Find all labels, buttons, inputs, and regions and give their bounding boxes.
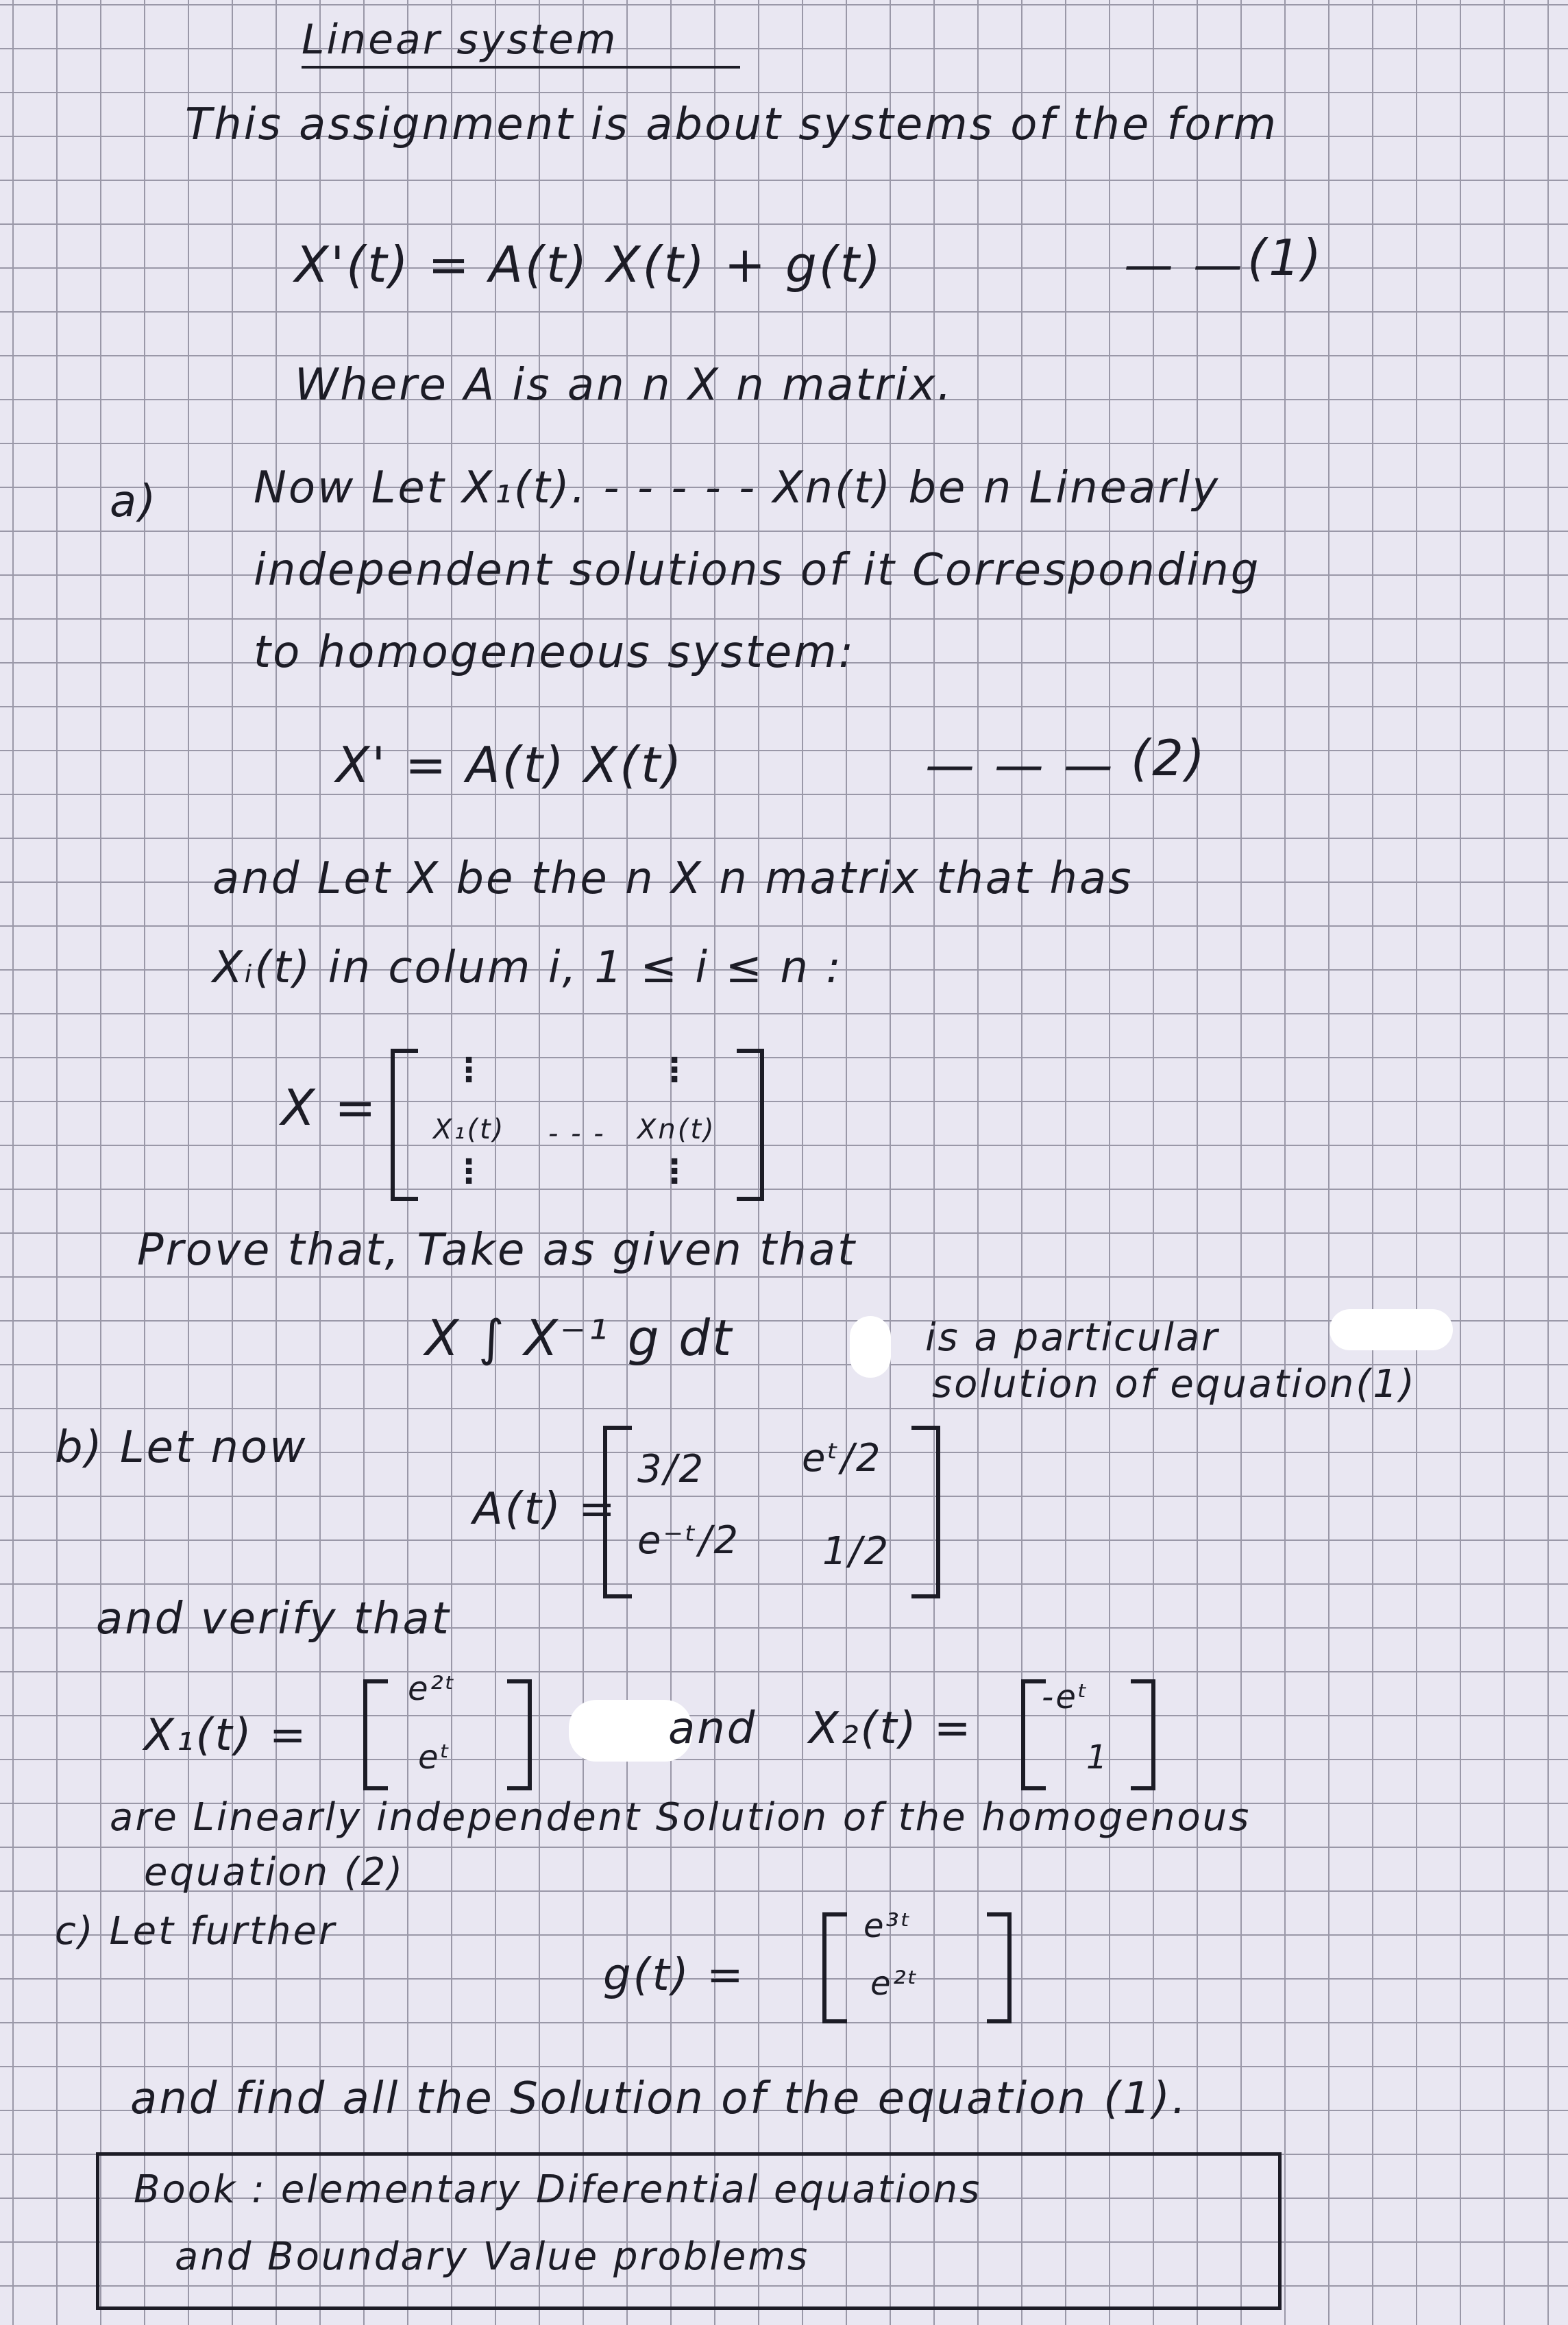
prove-text: Prove that, Take as given that	[137, 1225, 857, 1276]
x1-top-entry: e²ᵗ	[408, 1670, 457, 1708]
correction-fluid-mark	[850, 1316, 891, 1378]
equation-1-tag: (1)	[1247, 229, 1323, 287]
g-bottom-entry: e²ᵗ	[870, 1964, 920, 2003]
correction-fluid-mark	[1330, 1309, 1453, 1350]
part-a-label: a)	[110, 476, 158, 527]
integral-expression: X ∫ X⁻¹ g dt	[425, 1309, 734, 1367]
matrix-x-left-bracket	[391, 1049, 418, 1201]
matrix-x-col1-dots-top: ⋮	[452, 1051, 485, 1089]
equation-2: X' = A(t) X(t)	[336, 736, 684, 794]
equation-2-tag: (2)	[1131, 729, 1207, 787]
book-line-1: Book : elementary Diferential equations	[134, 2167, 982, 2212]
x1-left-bracket	[363, 1679, 388, 1790]
matrix-x-col2: Xn(t)	[637, 1114, 716, 1145]
matrix-x-col1-dots-bottom: ⋮	[452, 1152, 485, 1191]
x2-bottom-entry: 1	[1086, 1738, 1110, 1777]
matrix-a-21: e⁻ᵗ/2	[637, 1518, 741, 1563]
title-underline	[302, 66, 740, 69]
matrix-x-separator: - - -	[548, 1118, 606, 1149]
x2-top-entry: -eᵗ	[1042, 1678, 1090, 1716]
verify-text: and verify that	[96, 1594, 451, 1644]
book-reference-box	[96, 2152, 1282, 2310]
matrix-a-11: 3/2	[637, 1447, 706, 1492]
part-c-label: c) Let further	[55, 1909, 337, 1953]
g-left-bracket	[822, 1912, 847, 2023]
x1-right-bracket	[507, 1679, 532, 1790]
matrix-a-lhs: A(t) =	[473, 1484, 617, 1535]
matrix-a-12: eᵗ/2	[802, 1436, 883, 1481]
find-text: and find all the Solution of the equation (1).	[130, 2073, 1188, 2124]
particular-text-1: is a particular	[925, 1315, 1220, 1360]
where-text: Where A is an n X n matrix.	[295, 360, 953, 411]
matrix-x-lhs: X =	[281, 1079, 378, 1136]
matrix-x-right-bracket	[737, 1049, 764, 1201]
x2-lhs: X₂(t) =	[809, 1703, 973, 1754]
equation-1-dash: — —	[1124, 236, 1245, 293]
part-a-line-1: Now Let X₁(t). - - - - - Xn(t) be n Linearly	[254, 463, 1221, 513]
matrix-x-col2-dots-top: ⋮	[658, 1051, 691, 1089]
x1-lhs: X₁(t) =	[144, 1710, 308, 1761]
x1-bottom-entry: eᵗ	[418, 1738, 452, 1777]
g-lhs: g(t) =	[603, 1950, 746, 2001]
part-a-line-5: Xᵢ(t) in colum i, 1 ≤ i ≤ n :	[212, 942, 843, 993]
matrix-x-col2-dots-bottom: ⋮	[658, 1152, 691, 1191]
matrix-x-col1: X₁(t)	[433, 1114, 506, 1145]
particular-text-2: solution of equation(1)	[932, 1362, 1417, 1407]
matrix-a-22: 1/2	[822, 1529, 891, 1574]
part-b-label: b) Let now	[55, 1422, 308, 1473]
equation-2-dash: — — —	[925, 736, 1115, 794]
conclusion-line-2: equation (2)	[144, 1850, 405, 1895]
x2-right-bracket	[1131, 1679, 1155, 1790]
page-title: Linear system	[302, 16, 618, 64]
matrix-a-left-bracket	[603, 1426, 632, 1598]
intro-text: This assignment is about systems of the form	[185, 99, 1278, 150]
part-a-line-3: to homogeneous system:	[254, 627, 856, 678]
matrix-a-right-bracket	[911, 1426, 940, 1598]
conclusion-line-1: are Linearly independent Solution of the homogenous	[110, 1795, 1251, 1840]
part-a-line-2: independent solutions of it Corresponding	[254, 545, 1261, 596]
g-top-entry: e³ᵗ	[863, 1907, 913, 1945]
book-line-2: and Boundary Value problems	[175, 2235, 810, 2279]
and-text: and	[668, 1703, 757, 1754]
equation-1: X'(t) = A(t) X(t) + g(t)	[295, 236, 883, 293]
part-a-line-4: and Let X be the n X n matrix that has	[212, 853, 1134, 904]
g-right-bracket	[987, 1912, 1012, 2023]
